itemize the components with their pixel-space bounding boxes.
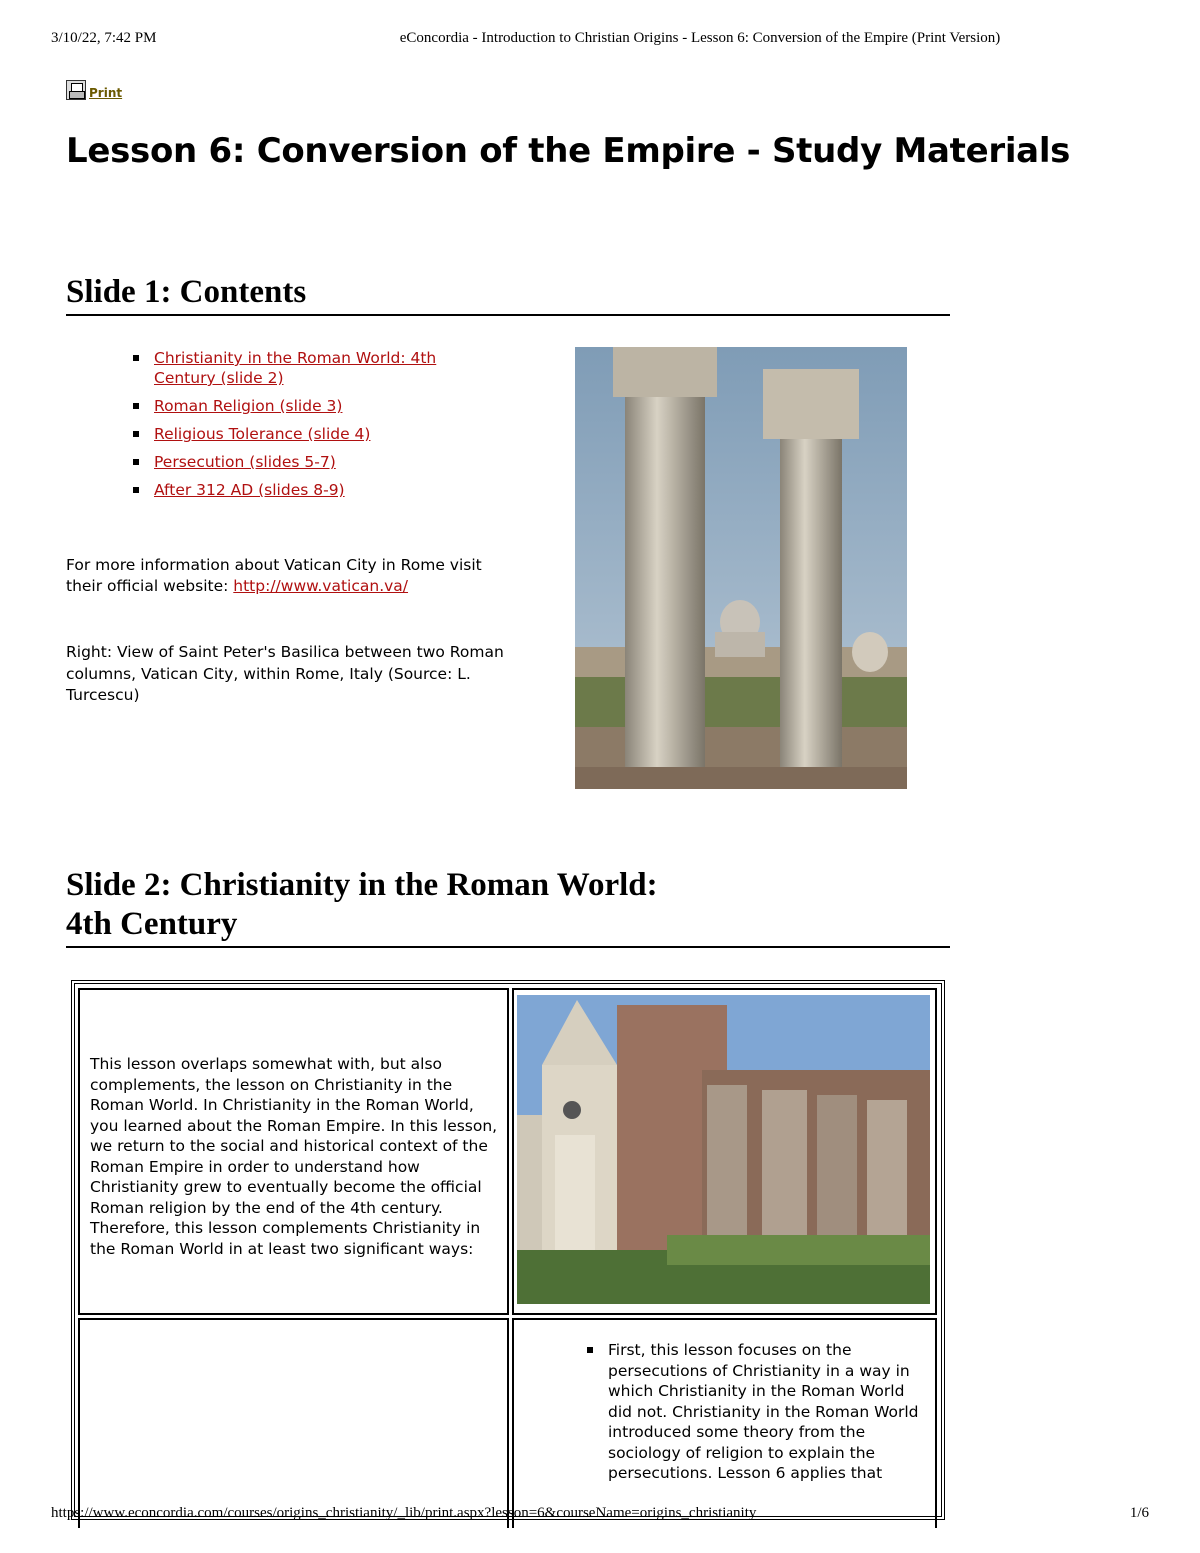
- list-item: [130, 424, 460, 444]
- printer-icon[interactable]: [66, 80, 86, 100]
- photo-caption: Right: View of Saint Peter's Basilica between two Roman columns, Vatican City, within Rome, Italy (Source: L. Turcescu): [66, 643, 504, 704]
- contents-link[interactable]: Religious Tolerance (slide 4): [154, 425, 371, 443]
- list-item: [130, 348, 460, 388]
- vatican-info: [66, 555, 506, 597]
- slide2-heading-line2: 4th Century: [66, 906, 238, 942]
- page-url: https://www.econcordia.com/courses/origins_christianity/_lib/print.aspx?lesson=6&courseName=origins_christianity: [51, 1505, 757, 1521]
- contents-link[interactable]: Christianity in the Roman World: 4th Century (slide 2): [154, 349, 437, 387]
- columns-photo: [575, 347, 907, 789]
- contents-link[interactable]: Persecution (slides 5-7): [154, 453, 336, 471]
- print-footer: [51, 1505, 1149, 1525]
- slide2-bullets: [584, 1340, 929, 1484]
- print-link[interactable]: Print: [89, 86, 123, 100]
- lesson-title: Lesson 6: Conversion of the Empire - Study Materials: [66, 131, 1071, 171]
- table-cell: [512, 1318, 937, 1528]
- slide2-intro: This lesson overlaps somewhat with, but also complements, the lesson on Christianity in the Roman World. In Christianity in the Roman World, you learned about the Roman Empire. In this lesson, we return to the social and historical context of the Roman Empire in order to understand how Christianity grew to eventually become the official Roman religion by the end of the 4th century. Therefore, this lesson complements Christianity in the Roman World in at least two significant ways:: [90, 1055, 498, 1258]
- contents-link[interactable]: After 312 AD (slides 8-9): [154, 481, 345, 499]
- list-item: First, this lesson focuses on the persecutions of Christianity in a way in which Christianity in the Roman World did not. Christianity in the Roman World introduced some theory from the sociology of religion to explain the persecutions. Lesson 6 applies that: [584, 1340, 929, 1484]
- contents-link[interactable]: Roman Religion (slide 3): [154, 397, 343, 415]
- slide2-heading-line1: Slide 2: Christianity in the Roman World:: [66, 867, 658, 903]
- page-number: 1/6: [1129, 1505, 1149, 1521]
- vatican-link[interactable]: http://www.vatican.va/: [233, 577, 409, 595]
- list-item: [130, 396, 460, 416]
- print-header: [51, 30, 1149, 50]
- slide2-heading: [66, 866, 950, 948]
- list-item: [130, 480, 460, 500]
- print-control[interactable]: [66, 80, 122, 100]
- table-cell: [78, 1318, 509, 1528]
- info-text: For more information about Vatican City in Rome visit their official website:: [66, 556, 482, 595]
- print-date: 3/10/22, 7:42 PM: [51, 30, 157, 46]
- church-photo: [517, 995, 930, 1304]
- list-item: [130, 452, 460, 472]
- print-page-title: eConcordia - Introduction to Christian Origins - Lesson 6: Conversion of the Empire (Print Version): [399, 30, 1001, 46]
- table-cell: [78, 988, 509, 1315]
- contents-list: [130, 348, 460, 508]
- slide1-heading: Slide 1: Contents: [66, 273, 950, 316]
